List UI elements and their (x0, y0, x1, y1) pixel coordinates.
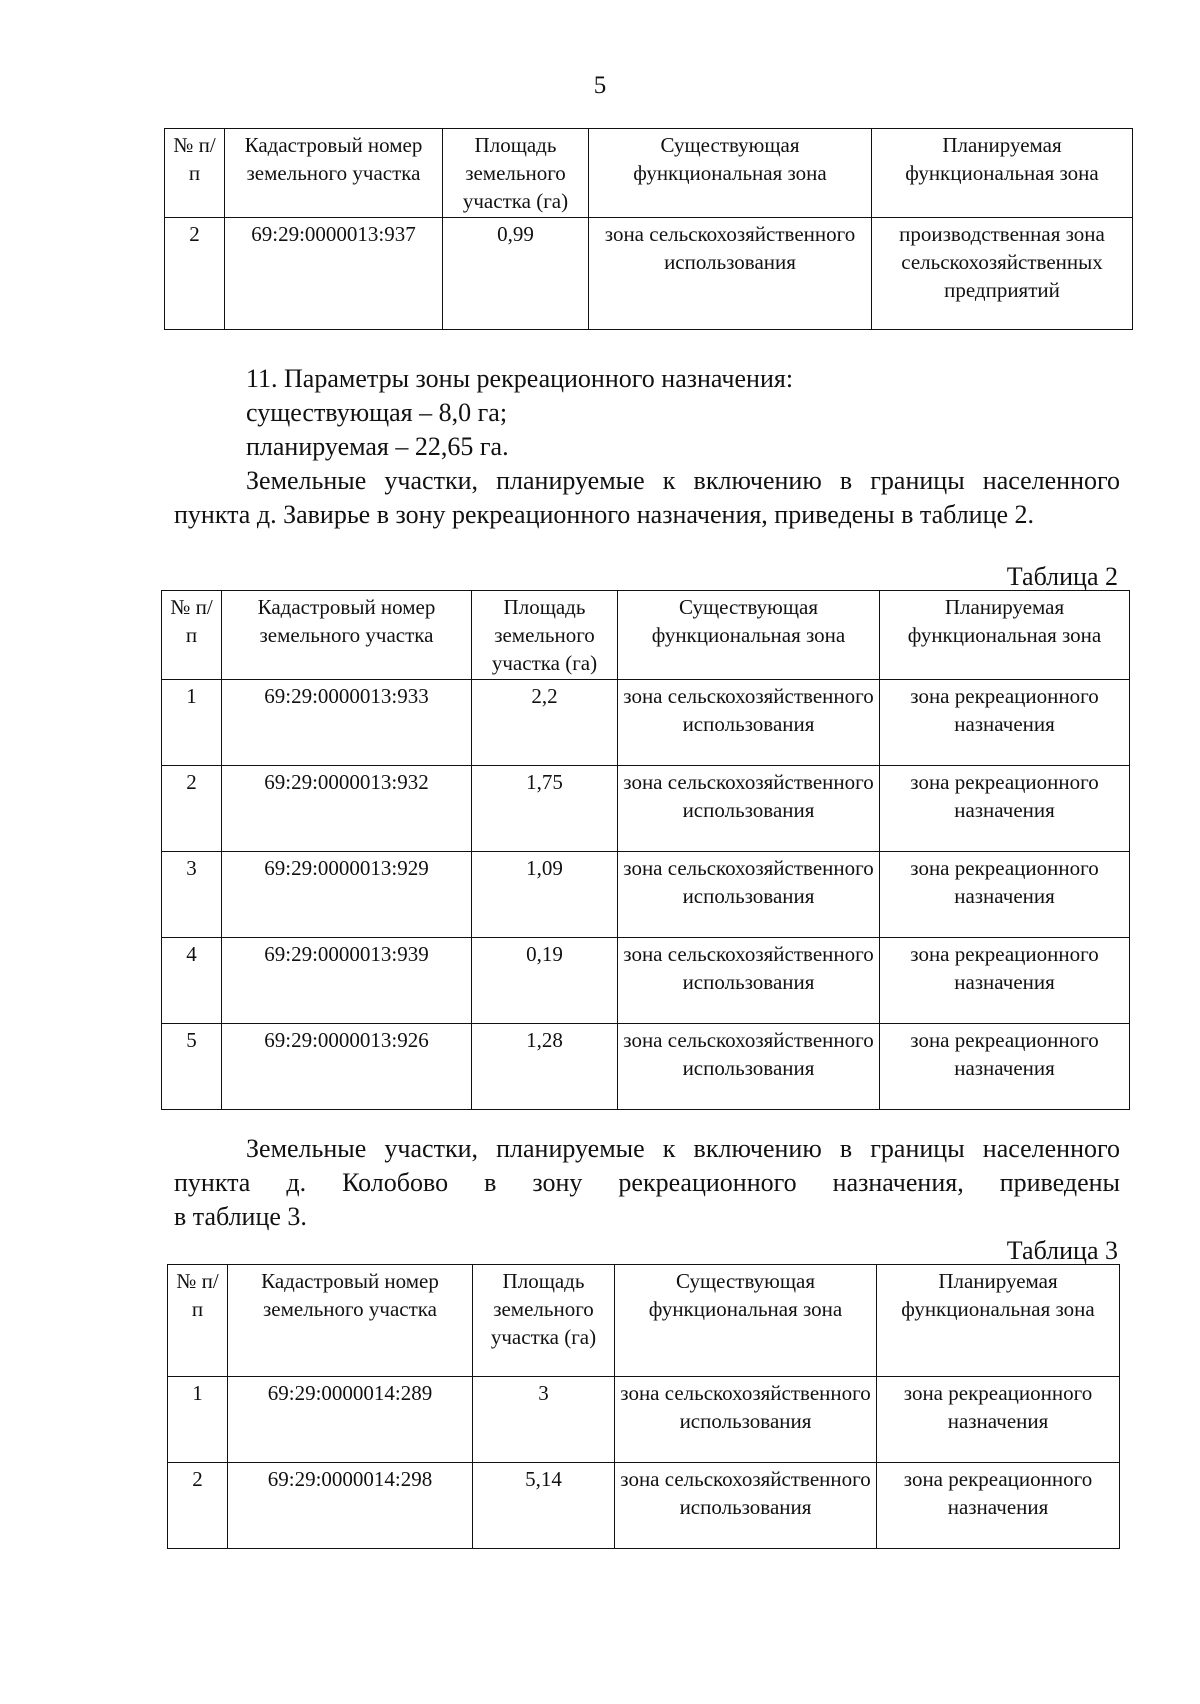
paragraph-line: пункта д. Колобово в зону рекреационного назначения, приведены (174, 1168, 1120, 1197)
cell-number: 1 (168, 1377, 228, 1463)
table-row (162, 680, 1130, 766)
header-cell: Планируемая функциональная зона (872, 129, 1133, 218)
table-2 (161, 590, 1130, 1110)
header-cell: № п/п (162, 591, 222, 680)
cell-area: 5,14 (473, 1463, 615, 1549)
table-row (162, 766, 1130, 852)
paragraph-line: Земельные участки, планируемые к включению в границы населенного (246, 466, 1120, 495)
header-cell: Существующая функциональная зона (615, 1265, 877, 1377)
header-cell: Планируемая функциональная зона (880, 591, 1130, 680)
cell-number: 4 (162, 938, 222, 1024)
cell-existing-zone: зона сельскохозяйственного использования (618, 680, 880, 766)
cell-existing-zone: зона сельскохозяйственного использования (618, 852, 880, 938)
cell-planned-zone: зона рекреационного назначения (880, 852, 1130, 938)
planned-area: планируемая – 22,65 га. (246, 432, 509, 461)
paragraph-line: Земельные участки, планируемые к включению в границы населенного (246, 1134, 1120, 1163)
header-cell: № п/п (168, 1265, 228, 1377)
cell-existing-zone: зона сельскохозяйственного использования (589, 218, 872, 330)
cell-existing-zone: зона сельскохозяйственного использования (615, 1463, 877, 1549)
table-header-row (162, 591, 1130, 680)
cell-cadastral: 69:29:0000013:926 (222, 1024, 472, 1110)
section-title: 11. Параметры зоны рекреационного назначения: (246, 364, 794, 393)
header-cell: Кадастровый номер земельного участка (228, 1265, 473, 1377)
cell-cadastral: 69:29:0000013:937 (225, 218, 443, 330)
cell-cadastral: 69:29:0000013:929 (222, 852, 472, 938)
header-cell: № п/п (165, 129, 225, 218)
cell-cadastral: 69:29:0000014:289 (228, 1377, 473, 1463)
cell-planned-zone: зона рекреационного назначения (880, 938, 1130, 1024)
cell-existing-zone: зона сельскохозяйственного использования (618, 766, 880, 852)
table-row (162, 852, 1130, 938)
table-row (168, 1463, 1120, 1549)
table-1 (164, 128, 1133, 330)
cell-cadastral: 69:29:0000013:933 (222, 680, 472, 766)
cell-planned-zone: зона рекреационного назначения (880, 680, 1130, 766)
table-header-row (168, 1265, 1120, 1377)
paragraph-line: пункта д. Завирье в зону рекреационного назначения, приведены в таблице 2. (174, 500, 1035, 529)
table-row (162, 938, 1130, 1024)
cell-number: 2 (168, 1463, 228, 1549)
cell-area: 0,99 (443, 218, 589, 330)
header-cell: Кадастровый номер земельного участка (222, 591, 472, 680)
cell-existing-zone: зона сельскохозяйственного использования (618, 938, 880, 1024)
header-cell: Кадастровый номер земельного участка (225, 129, 443, 218)
table-3 (167, 1264, 1120, 1549)
table-2-caption: Таблица 2 (1006, 562, 1118, 591)
cell-existing-zone: зона сельскохозяйственного использования (615, 1377, 877, 1463)
cell-area: 1,75 (472, 766, 618, 852)
header-cell: Существующая функциональная зона (589, 129, 872, 218)
cell-planned-zone: зона рекреационного назначения (877, 1463, 1120, 1549)
cell-number: 2 (162, 766, 222, 852)
paragraph-line: в таблице 3. (174, 1202, 307, 1231)
table-3-caption: Таблица 3 (1006, 1236, 1118, 1265)
cell-cadastral: 69:29:0000014:298 (228, 1463, 473, 1549)
header-cell: Площадь земельного участка (га) (443, 129, 589, 218)
section-11 (174, 362, 1120, 532)
table-row (168, 1377, 1120, 1463)
cell-number: 3 (162, 852, 222, 938)
cell-existing-zone: зона сельскохозяйственного использования (618, 1024, 880, 1110)
existing-area: существующая – 8,0 га; (246, 398, 508, 427)
table-header-row (165, 129, 1133, 218)
cell-area: 2,2 (472, 680, 618, 766)
paragraph-2 (174, 1132, 1120, 1234)
cell-planned-zone: производственная зона сельскохозяйственных предприятий (872, 218, 1133, 330)
cell-cadastral: 69:29:0000013:932 (222, 766, 472, 852)
header-cell: Площадь земельного участка (га) (472, 591, 618, 680)
cell-planned-zone: зона рекреационного назначения (880, 1024, 1130, 1110)
header-cell: Планируемая функциональная зона (877, 1265, 1120, 1377)
cell-planned-zone: зона рекреационного назначения (880, 766, 1130, 852)
table-row (162, 1024, 1130, 1110)
table-row (165, 218, 1133, 330)
cell-cadastral: 69:29:0000013:939 (222, 938, 472, 1024)
header-cell: Площадь земельного участка (га) (473, 1265, 615, 1377)
cell-number: 1 (162, 680, 222, 766)
cell-number: 2 (165, 218, 225, 330)
cell-area: 3 (473, 1377, 615, 1463)
cell-area: 1,28 (472, 1024, 618, 1110)
cell-number: 5 (162, 1024, 222, 1110)
page-number: 5 (593, 72, 607, 99)
cell-area: 1,09 (472, 852, 618, 938)
cell-area: 0,19 (472, 938, 618, 1024)
cell-planned-zone: зона рекреационного назначения (877, 1377, 1120, 1463)
header-cell: Существующая функциональная зона (618, 591, 880, 680)
